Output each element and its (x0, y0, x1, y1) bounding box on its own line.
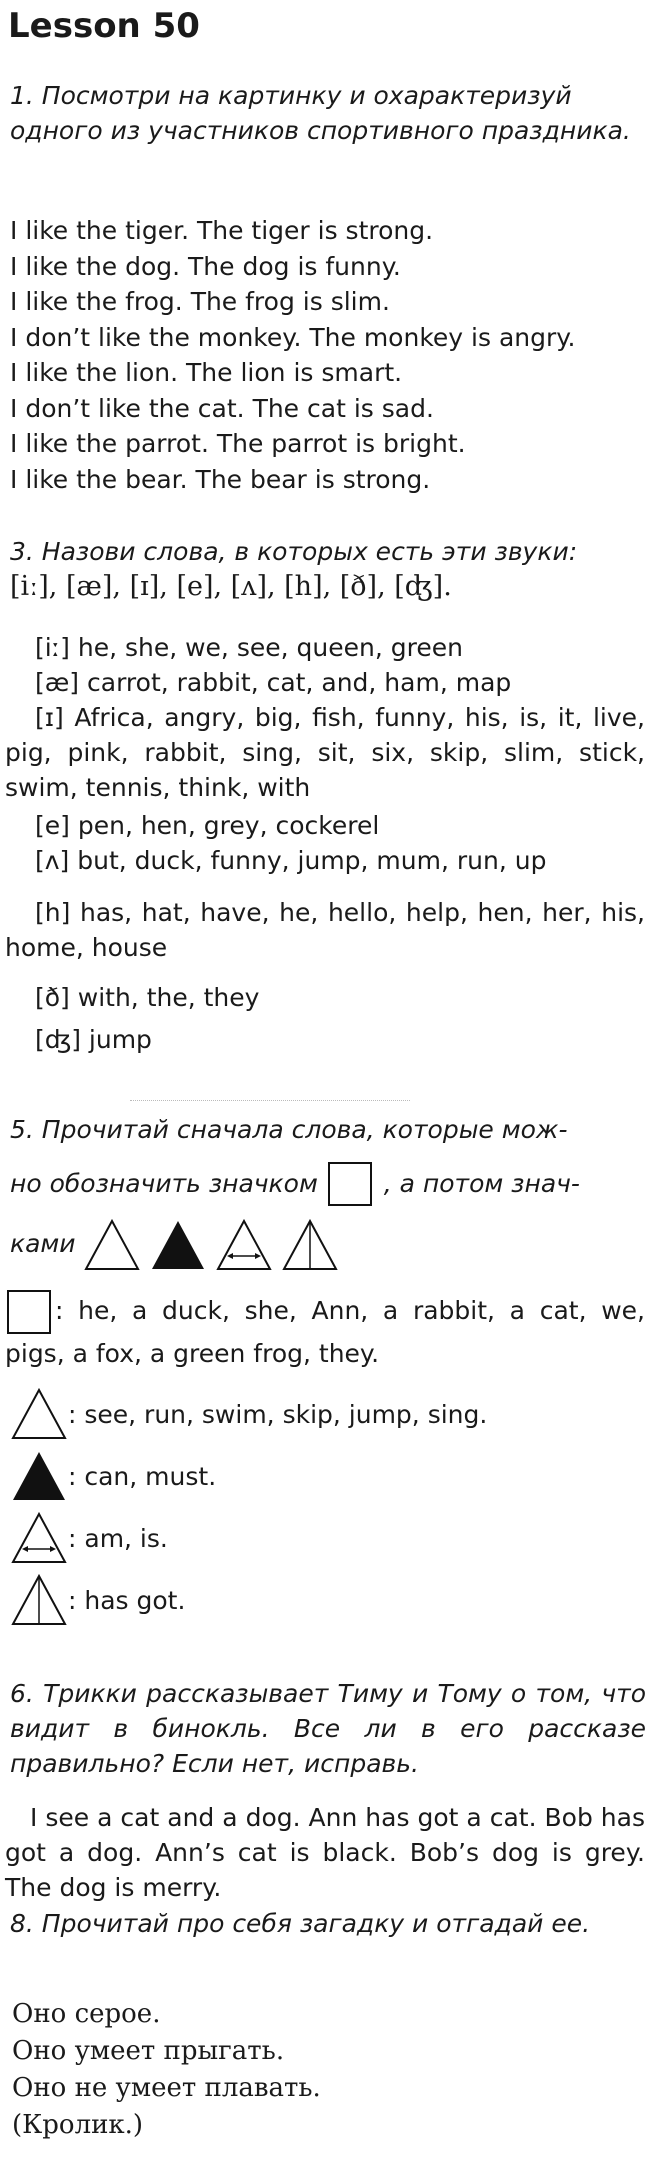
triangle-outline-icon (83, 1218, 141, 1272)
square-icon (326, 1160, 376, 1210)
task5-answer-text: : can, must. (68, 1461, 217, 1491)
task3-item (10, 980, 650, 1015)
task5-answer-text: : am, is. (68, 1523, 168, 1553)
task3-item (10, 630, 650, 665)
riddle-line: Оно серое. (12, 1999, 161, 2029)
divider (130, 1100, 410, 1101)
triangle-outline-icon (10, 1387, 68, 1441)
task5-answer-triangle (10, 1386, 487, 1442)
task5-answer-text: : see, run, swim, skip, jump, sing. (68, 1399, 488, 1429)
task1-line: I like the parrot. The parrot is bright. (10, 429, 466, 458)
task1-line: I don’t like the monkey. The monkey is angry. (10, 322, 576, 352)
sound-symbol: [ʤ] (35, 1025, 81, 1054)
task6-answer: I see a cat and a dog. Ann has got a cat. Bob has got a dog. Ann’s cat is black. Bob’s dog is grey. The dog is merry. (5, 1803, 645, 1902)
sound-words: but, duck, funny, jump, mum, run, up (77, 846, 547, 875)
task3-item (10, 665, 650, 700)
triangle-vertical-line-icon (10, 1573, 68, 1627)
sound-symbol: [ʌ] (35, 846, 70, 875)
task3-item (10, 843, 650, 878)
task8-riddle (12, 1996, 652, 2144)
task5-instruction-line2 (10, 1160, 640, 1210)
task5-instruction-text: , а потом знач- (383, 1169, 580, 1198)
square-icon (5, 1288, 55, 1336)
sound-symbol: [ɪ] (35, 703, 64, 732)
task1-line: I like the dog. The dog is funny. (10, 251, 401, 281)
task1-line: I like the bear. The bear is strong. (10, 464, 431, 494)
sound-symbol: [iː] (35, 633, 70, 662)
triangle-arrows-icon (215, 1218, 273, 1272)
task1-answer-lines (10, 213, 650, 497)
sound-words: jump (88, 1025, 152, 1054)
task3-item (10, 1022, 650, 1057)
task1-line: I like the frog. The frog is slim. (10, 287, 390, 316)
sound-symbol: [ð] (35, 983, 70, 1012)
task5-answer-arrow-triangle (10, 1510, 168, 1566)
task3-item (5, 700, 645, 805)
triangle-filled-icon (10, 1449, 68, 1503)
task1-line: I like the tiger. The tiger is strong. (10, 216, 434, 245)
sound-words: Africa, angry, big, fish, funny, his, is, it, live, pig, pink, rabbit, sing, sit, six, skip, slim, stick, swim, tennis, think, with (5, 703, 645, 802)
task5-answer-square (5, 1288, 645, 1371)
sound-symbol: [æ] (35, 668, 80, 697)
triangle-arrows-icon (10, 1511, 68, 1565)
riddle-line: Оно умеет прыгать. (12, 2036, 285, 2066)
task5-answer-text: : has got. (68, 1585, 186, 1615)
triangle-filled-icon (149, 1218, 207, 1272)
task5-instruction-line3 (10, 1218, 640, 1272)
task5-instruction-line1: 5. Прочитай сначала слова, которые мож- (10, 1115, 568, 1144)
riddle-answer: (Кролик.) (12, 2110, 144, 2140)
sound-symbol: [e] (35, 811, 70, 840)
task3-item (10, 808, 650, 843)
task3-instruction: 3. Назови слова, в которых есть эти звуки: (10, 537, 578, 566)
sound-words: pen, hen, grey, cockerel (77, 811, 380, 840)
task5-answer-filled-triangle (10, 1448, 216, 1504)
task1-line: I like the lion. The lion is smart. (10, 358, 403, 387)
sound-words: with, the, they (77, 983, 260, 1012)
task5-answer-line-triangle (10, 1572, 185, 1628)
task5-instruction-text: но обозначить значком (10, 1169, 318, 1198)
triangle-vertical-line-icon (281, 1218, 339, 1272)
task1-instruction: 1. Посмотри на картинку и охарактеризуй одного из участников спортивного праздника. (10, 81, 631, 145)
task5-instruction-text: ками (10, 1229, 76, 1258)
sound-words: carrot, rabbit, cat, and, ham, map (87, 668, 512, 697)
sound-words: has, hat, have, he, hello, help, hen, her, his, home, house (5, 898, 645, 962)
task1-line: I don’t like the cat. The cat is sad. (10, 393, 434, 423)
task3-item (5, 895, 645, 965)
task3-sounds-line: [iː], [æ], [ɪ], [e], [ʌ], [h], [ð], [ʤ]. (10, 571, 452, 602)
riddle-line: Оно не умеет плавать. (12, 2073, 321, 2103)
sound-words: he, she, we, see, queen, green (77, 633, 463, 662)
sound-symbol: [h] (35, 898, 71, 927)
lesson-title: Lesson 50 (8, 6, 200, 46)
task6-instruction: 6. Трикки рассказывает Тиму и Тому о том, что видит в бинокль. Все ли в его рассказе правильно? Если нет, исправь. (10, 1679, 646, 1778)
task8-instruction: 8. Прочитай про себя загадку и отгадай ее. (10, 1909, 591, 1938)
task5-answer-text: : he, a duck, she, Ann, a rabbit, a cat, we, pigs, a fox, a green frog, they. (5, 1296, 645, 1368)
